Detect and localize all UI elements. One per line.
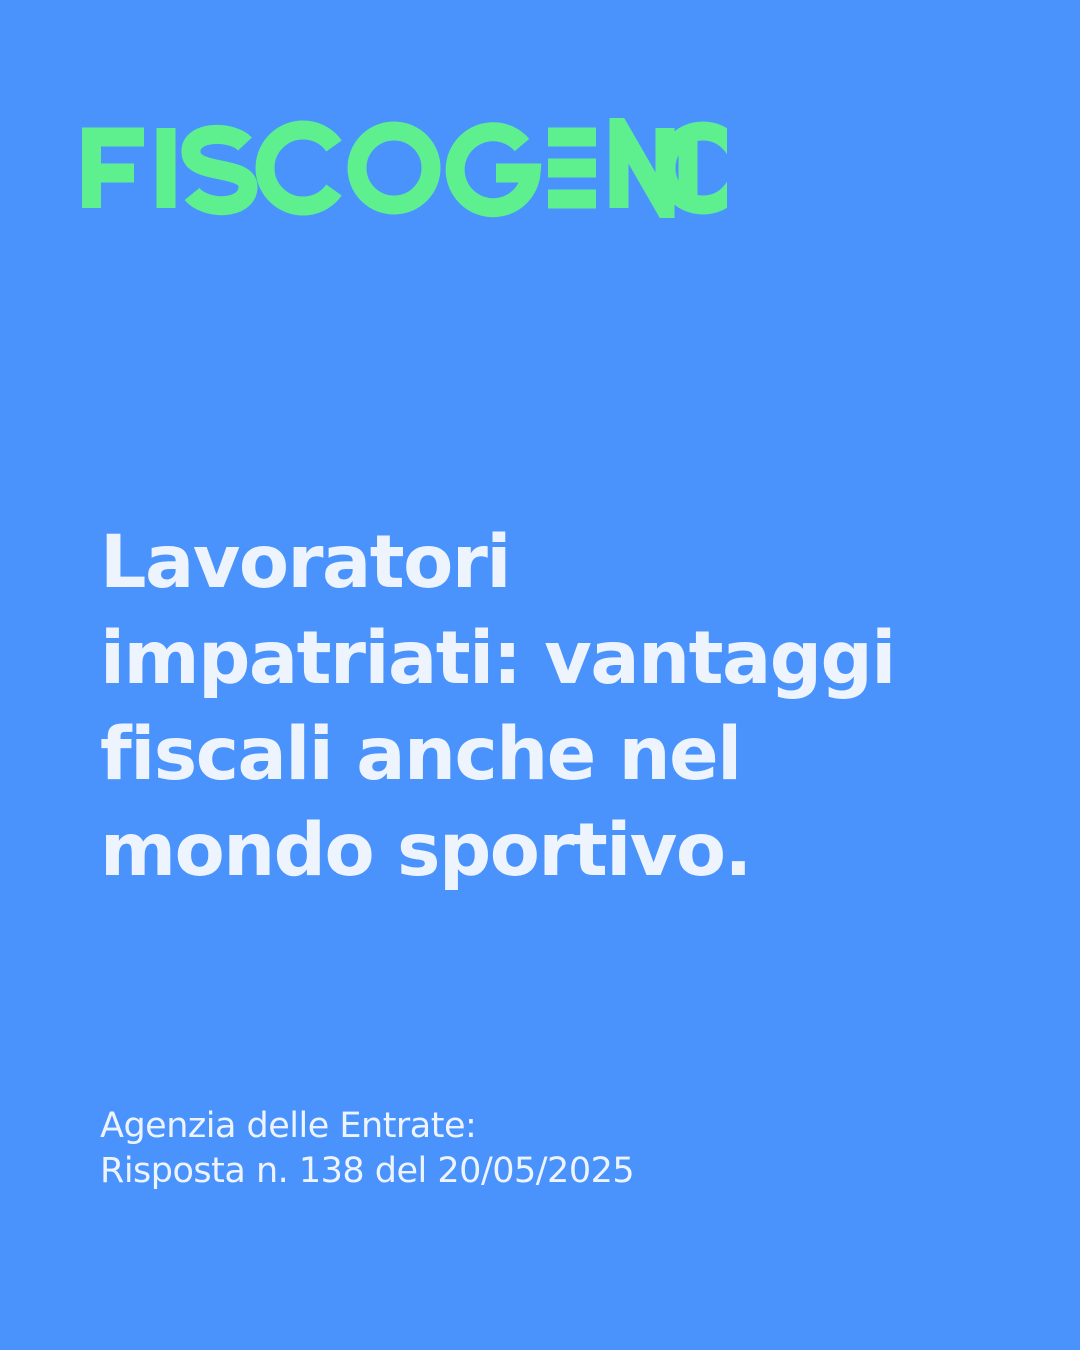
source-line-2: Risposta n. 138 del 20/05/2025 (100, 1151, 635, 1191)
headline (100, 515, 1000, 899)
headline-line-3: fiscali anche nel (100, 712, 741, 797)
brand-logo (82, 118, 727, 218)
source-line-1: Agenzia delle Entrate: (100, 1106, 477, 1146)
source-reference (100, 1104, 900, 1194)
headline-line-4: mondo sportivo. (100, 808, 751, 893)
headline-line-2: impatriati: vantaggi (100, 616, 895, 701)
fiscogenio-wordmark (82, 118, 727, 218)
headline-line-1: Lavoratori (100, 520, 510, 605)
